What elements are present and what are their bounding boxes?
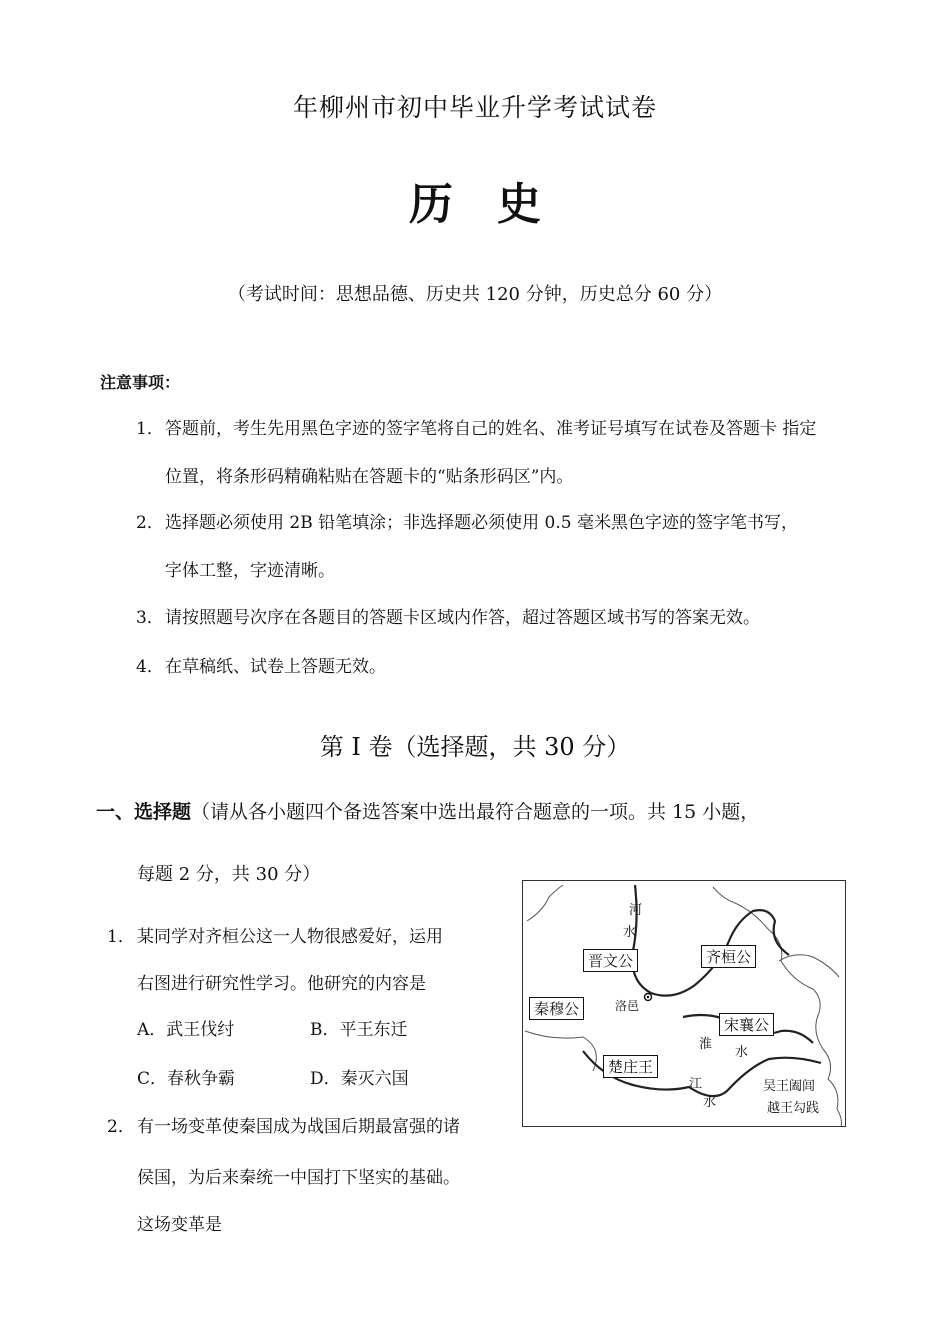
subject-title: 历史	[409, 179, 585, 230]
notice-heading: 注意事项：	[100, 373, 181, 392]
section1-label: 一、选择题	[96, 801, 192, 823]
section1-desc: （请从各小题四个备选答案中选出最符合题意的一项。共 15 小题，	[191, 801, 760, 823]
notice-item-2-num: 2．	[136, 513, 164, 533]
coastline-east	[816, 1013, 842, 1127]
map-label-yue-goujian: 越王勾践	[767, 1101, 820, 1116]
map-label-qi-huangong: 齐桓公	[701, 945, 756, 968]
exam-title: 年柳州市初中毕业升学考试试卷	[292, 93, 657, 122]
question-1-line1: 某同学对齐桓公这一人物很感爱好，运用	[137, 927, 443, 947]
map-label-wu-helu: 吴王阖闾	[763, 1079, 816, 1094]
map-label-chu-zhuangwang: 楚庄王	[603, 1055, 658, 1078]
section1-heading	[96, 797, 759, 824]
question-1-line2: 右图进行研究性学习。他研究的内容是	[137, 974, 426, 994]
question-1-option-b[interactable]: B．平王东迁	[310, 1020, 408, 1040]
yellow-river	[632, 885, 789, 996]
notice-item-2-line2: 字体工整，字迹清晰。	[165, 561, 335, 581]
question-2-line1: 有一场变革使秦国成为战国后期最富强的诸	[137, 1117, 460, 1137]
map-label-jiang-shui: 水	[703, 1095, 717, 1110]
question-1-option-c[interactable]: C．春秋争霸	[137, 1069, 236, 1089]
question-2-num: 2．	[107, 1117, 135, 1137]
map-label-huai: 淮	[699, 1037, 713, 1052]
section1-desc-line2: 每题 2 分，共 30 分）	[137, 864, 321, 885]
map-label-he-shui: 水	[623, 925, 637, 940]
map-label-jin-wengong: 晋文公	[583, 949, 638, 972]
map-label-qin-mugong: 秦穆公	[529, 997, 584, 1020]
map-label-luoyi: 洛邑	[615, 999, 640, 1013]
notice-item-1-line2: 位置，将条形码精确粘贴在答题卡的“贴条形码区”内。	[165, 467, 574, 487]
exam-time-note: （考试时间：思想品德、历史共 120 分钟，历史总分 60 分）	[227, 284, 723, 305]
part1-title: 第 Ⅰ 卷（选择题，共 30 分）	[319, 733, 631, 761]
question-2-line2: 侯国，为后来秦统一中国打下坚实的基础。	[137, 1168, 460, 1188]
notice-item-1-line1: 答题前，考生先用黑色字迹的签字笔将自己的姓名、准考证号填写在试卷及答题卡 指定	[165, 419, 817, 439]
notice-item-4-line1: 在草稿纸、试卷上答题无效。	[165, 657, 386, 677]
question-1-option-a[interactable]: A．武王伐纣	[137, 1020, 235, 1040]
map-label-huai-shui: 水	[735, 1045, 749, 1060]
mountain-west	[527, 885, 563, 921]
notice-item-3-line1: 请按照题号次序在各题目的答题卡区域内作答，超过答题区域书写的答案无效。	[165, 608, 760, 628]
notice-item-4-num: 4．	[136, 657, 164, 677]
spring-autumn-hegemons-map	[522, 880, 846, 1127]
map-label-song-xianggong: 宋襄公	[719, 1013, 774, 1036]
question-1-option-d[interactable]: D．秦灭六国	[310, 1069, 409, 1089]
notice-item-3-num: 3．	[136, 608, 164, 628]
question-1-num: 1．	[107, 927, 135, 947]
notice-item-2-line1: 选择题必须使用 2B 铅笔填涂；非选择题必须使用 0.5 毫米黑色字迹的签字笔书写，	[165, 513, 798, 533]
map-label-jiang: 江	[689, 1077, 703, 1092]
border-west	[525, 1031, 596, 1071]
question-2-line3: 这场变革是	[137, 1215, 222, 1235]
map-label-he: 河	[629, 903, 643, 918]
shandong-coast	[779, 955, 839, 977]
notice-item-1-num: 1．	[136, 419, 164, 439]
